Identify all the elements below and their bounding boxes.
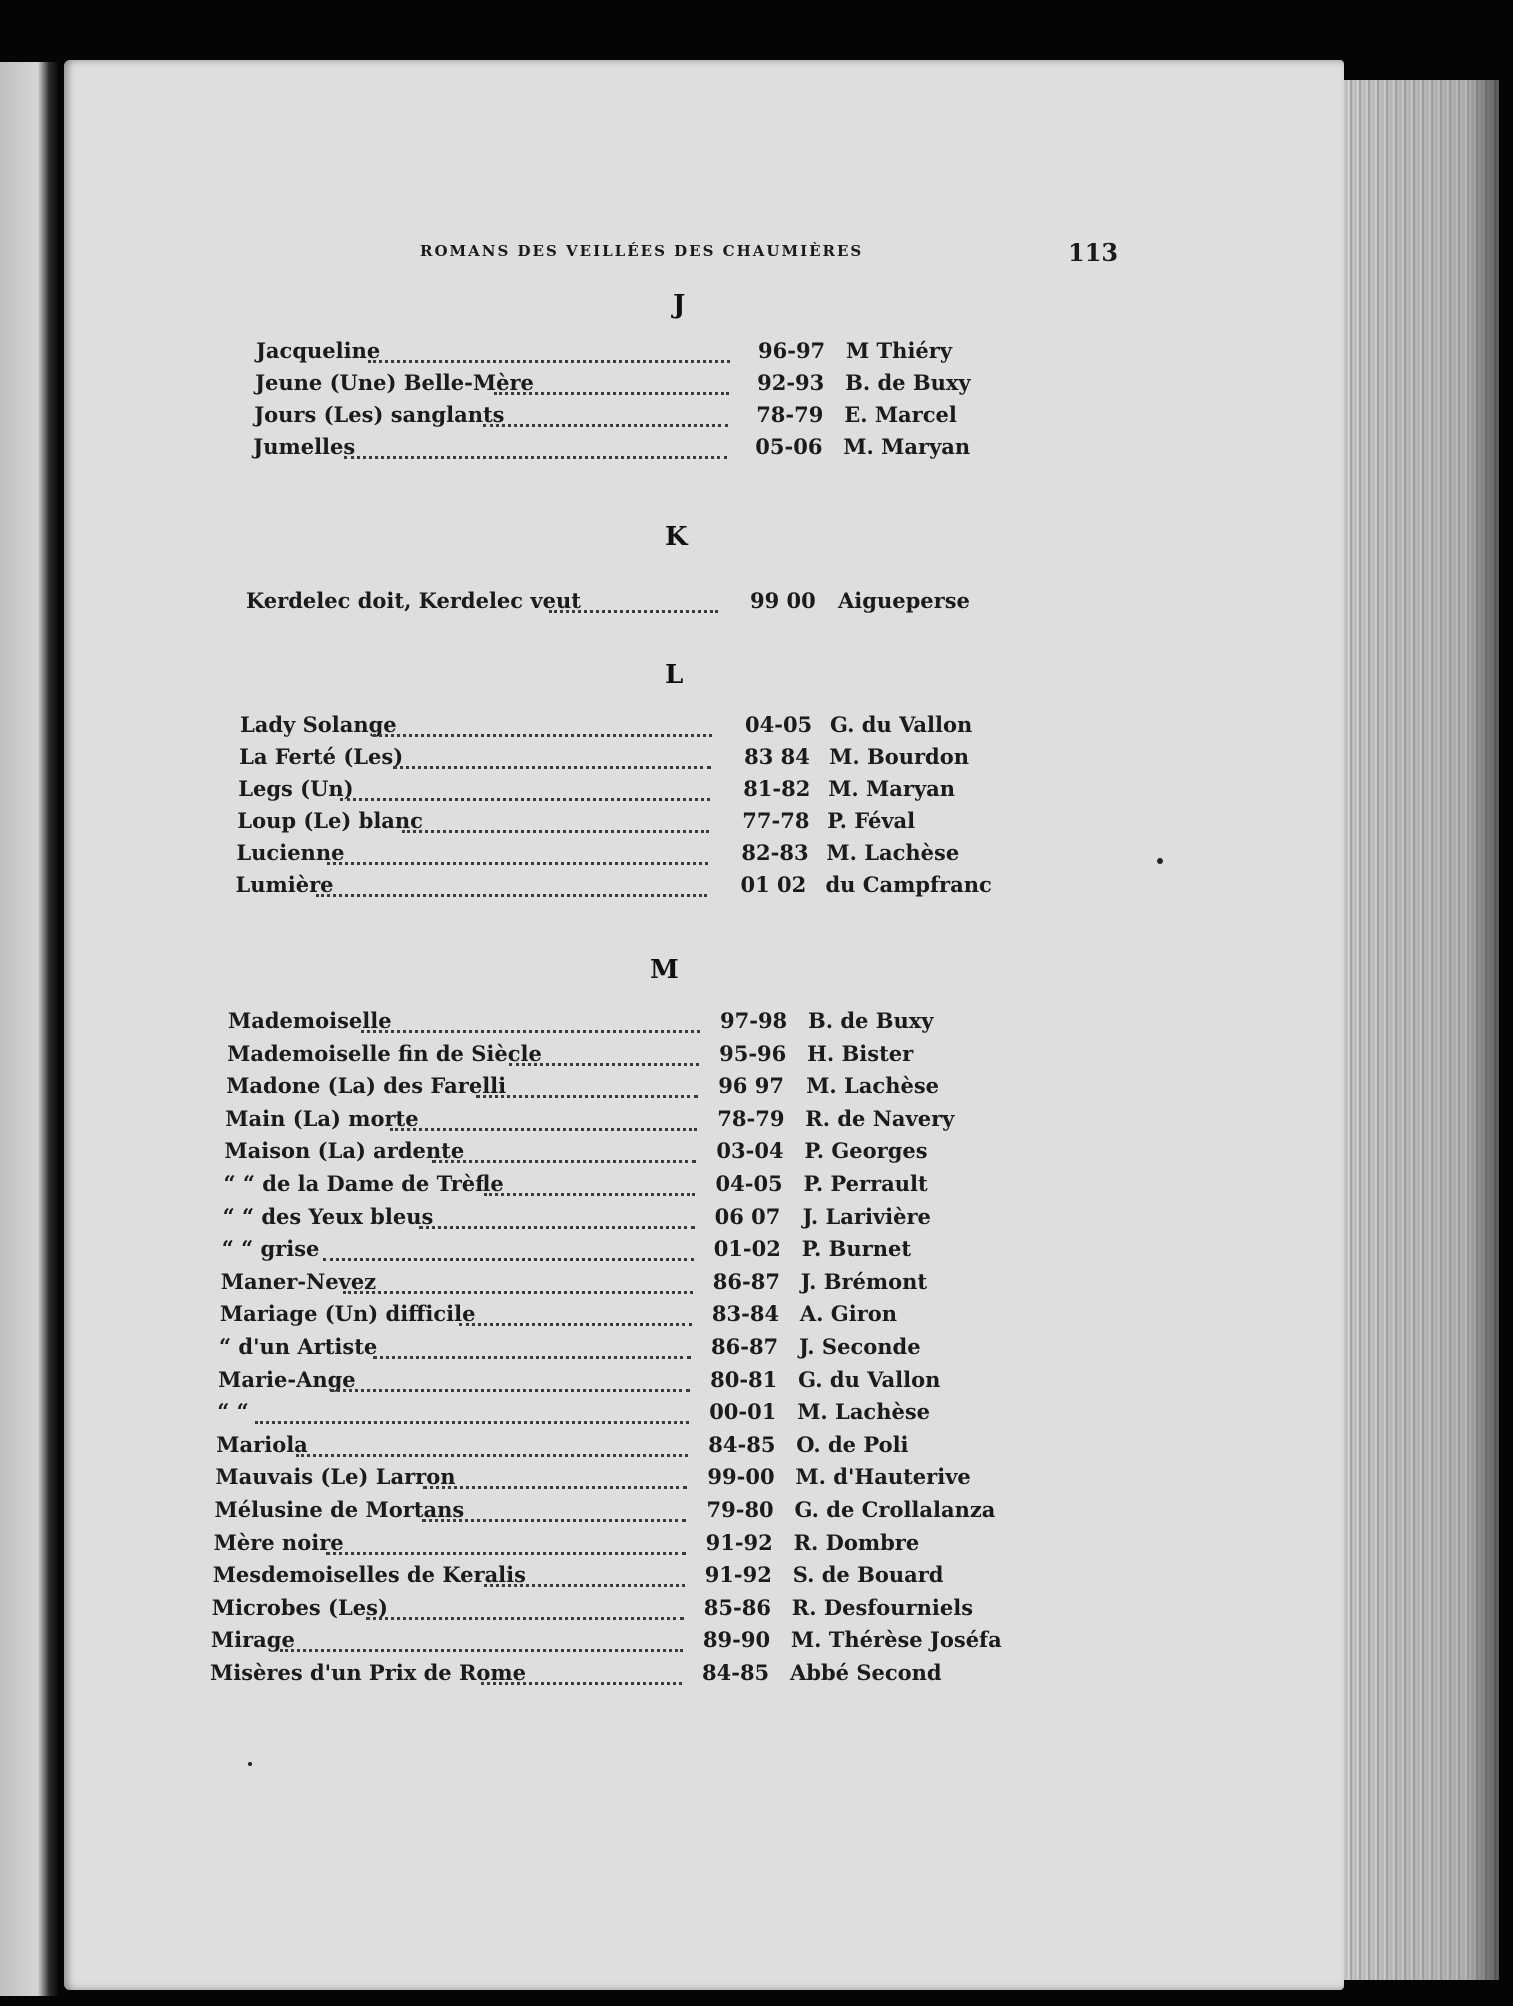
entry-title: Mademoiselle <box>228 1008 392 1033</box>
entry-author: R. Desfourniels <box>791 1594 974 1620</box>
dot-leader <box>494 370 729 395</box>
entry-title: Misères d'un Prix de Rome <box>210 1660 526 1685</box>
entry-years: 81-82 <box>743 776 811 801</box>
entry-author: M. Lachèse <box>797 1399 931 1425</box>
dot-leader <box>422 1497 687 1522</box>
index-entry <box>218 1367 1058 1397</box>
page-number: 113 <box>1068 238 1119 267</box>
index-entry <box>256 338 1106 368</box>
entry-title: “ d'un Artiste <box>219 1334 378 1359</box>
entry-years: 01 02 <box>740 872 807 897</box>
entry-title: Kerdelec doit, Kerdelec veut <box>246 588 581 613</box>
entry-author: J. Larivière <box>802 1203 931 1229</box>
entry-author: J. Brémont <box>800 1268 928 1294</box>
index-entry <box>255 370 1105 400</box>
index-entry <box>237 808 1087 838</box>
entry-author: H. Bister <box>807 1040 914 1066</box>
entry-title: Mélusine de Mortans <box>214 1497 465 1522</box>
dot-leader <box>419 1204 694 1229</box>
entry-title: “ “ de la Dame de Trèfle <box>223 1171 504 1196</box>
dot-leader <box>361 1008 700 1033</box>
index-entry <box>240 712 1090 742</box>
index-entry <box>215 1464 1055 1494</box>
entry-author: B. de Buxy <box>845 370 971 395</box>
index-entry <box>228 1008 1068 1038</box>
entry-author: M. Thérèse Joséfa <box>790 1627 1002 1653</box>
dot-leader <box>549 588 718 613</box>
entry-years: 96 97 <box>718 1073 784 1099</box>
index-entry <box>225 1106 1065 1136</box>
entry-author: O. de Poli <box>796 1431 909 1457</box>
dot-leader <box>344 434 727 459</box>
entry-years: 84-85 <box>708 1431 776 1457</box>
entry-years: 84-85 <box>702 1660 770 1685</box>
entry-author: M. d'Hauterive <box>795 1464 971 1490</box>
entry-author: du Campfranc <box>825 872 992 897</box>
index-entry <box>227 1041 1067 1071</box>
dot-leader <box>459 1301 692 1326</box>
dot-leader <box>509 1041 699 1066</box>
dot-leader <box>323 1236 694 1261</box>
entry-years: 04-05 <box>715 1171 783 1196</box>
dot-leader <box>280 1627 682 1652</box>
dot-leader <box>423 1464 688 1489</box>
dot-leader <box>476 1073 698 1098</box>
entry-years: 99 00 <box>750 588 816 613</box>
entry-author: P. Perrault <box>803 1171 928 1196</box>
facing-page-edge <box>0 62 58 1996</box>
entry-title: Lucienne <box>236 840 345 865</box>
dot-leader <box>368 338 730 363</box>
entry-title: La Ferté (Les) <box>239 744 404 769</box>
entry-title: Jumelles <box>253 434 356 459</box>
dot-leader <box>343 1269 692 1294</box>
dot-leader <box>296 1432 688 1457</box>
entry-years: 80-81 <box>710 1366 778 1392</box>
index-entry <box>215 1497 1055 1527</box>
entry-author: Abbé Second <box>790 1660 942 1685</box>
entry-title: Jeune (Une) Belle-Mère <box>255 370 534 395</box>
running-title: ROMANS DES VEILLÉES DES CHAUMIÈRES <box>420 242 864 260</box>
section-letter-k: K <box>665 522 688 552</box>
entry-author: P. Georges <box>804 1138 928 1164</box>
index-entry <box>211 1627 1051 1657</box>
entry-years: 86-87 <box>711 1334 779 1359</box>
index-entry <box>239 744 1089 774</box>
entry-title: Maison (La) ardente <box>224 1138 465 1164</box>
entry-title: “ “ grise <box>221 1236 320 1262</box>
entry-years: 82-83 <box>741 840 809 865</box>
index-entry <box>224 1171 1064 1201</box>
section-letter-l: L <box>665 660 684 690</box>
index-entry <box>213 1562 1053 1592</box>
dot-leader <box>327 840 708 865</box>
entry-years: 91-92 <box>705 1529 773 1555</box>
entry-title: Mariage (Un) difficile <box>219 1301 476 1327</box>
index-entry <box>212 1595 1052 1625</box>
index-entry <box>253 434 1103 464</box>
index-entry <box>224 1138 1064 1168</box>
print-speck <box>248 1762 252 1766</box>
dot-leader <box>326 1530 686 1555</box>
entry-title: Jours (Les) sanglants <box>254 402 505 427</box>
index-entry <box>238 776 1088 806</box>
entry-title: Microbes (Les) <box>211 1594 388 1620</box>
section-letter-m: M <box>650 955 679 985</box>
entry-author: B. de Buxy <box>808 1008 934 1033</box>
entry-author: M. Maryan <box>828 776 956 801</box>
entry-title: “ “ des Yeux bleus <box>222 1203 434 1229</box>
dot-leader <box>390 1106 697 1131</box>
entry-author: P. Burnet <box>801 1236 912 1262</box>
section-letter-j: J <box>673 290 686 320</box>
entry-author: R. de Navery <box>805 1105 955 1131</box>
entry-title: Mariola <box>216 1431 308 1457</box>
entry-title: Loup (Le) blanc <box>237 808 423 833</box>
index-entry <box>214 1530 1054 1560</box>
index-entry <box>223 1204 1063 1234</box>
entry-years: 91-92 <box>704 1562 772 1588</box>
entry-author: S. de Bouard <box>792 1562 944 1588</box>
dot-leader <box>330 1367 690 1392</box>
index-entry <box>210 1660 1050 1690</box>
entry-author: M Thiéry <box>846 338 953 363</box>
dot-leader <box>432 1138 697 1163</box>
entry-author: R. Dombre <box>793 1529 920 1555</box>
dot-leader <box>402 808 709 833</box>
entry-years: 05-06 <box>755 434 823 459</box>
entry-title: Mauvais (Le) Larron <box>215 1464 456 1490</box>
index-entry <box>216 1432 1056 1462</box>
index-entry <box>246 588 1098 618</box>
print-speck <box>1157 858 1163 864</box>
entry-years: 03-04 <box>716 1138 784 1164</box>
entry-years: 06 07 <box>714 1203 781 1229</box>
entry-years: 89-90 <box>702 1627 771 1653</box>
entry-years: 85-86 <box>703 1594 771 1620</box>
entry-title: Jacqueline <box>256 338 381 363</box>
entry-years: 97-98 <box>720 1008 788 1033</box>
entry-title: Mirage <box>210 1627 295 1653</box>
dot-leader <box>373 1334 691 1359</box>
entry-author: M. Lachèse <box>806 1073 940 1099</box>
page-fore-edge <box>1344 80 1499 1980</box>
entry-title: Legs (Un) <box>238 776 354 801</box>
entry-title: “ “ <box>217 1399 249 1425</box>
entry-title: Mère noire <box>213 1529 344 1555</box>
entry-title: Main (La) morte <box>225 1105 419 1131</box>
index-entry <box>254 402 1104 432</box>
dot-leader <box>255 1399 689 1424</box>
index-entry <box>236 872 1086 902</box>
entry-years: 01-02 <box>713 1236 781 1262</box>
dot-leader <box>484 1171 696 1196</box>
dot-leader <box>393 744 711 769</box>
entry-years: 95-96 <box>719 1040 787 1066</box>
entry-years: 83 84 <box>744 744 810 769</box>
entry-years: 78-79 <box>717 1105 785 1131</box>
entry-title: Mesdemoiselles de Keralis <box>212 1562 526 1588</box>
entry-years: 00-01 <box>709 1399 777 1425</box>
index-entry <box>226 1073 1066 1103</box>
entry-author: Aigueperse <box>838 588 970 613</box>
dot-leader <box>316 872 708 897</box>
index-entry <box>222 1236 1062 1266</box>
dot-leader <box>484 1562 685 1587</box>
entry-title: Madone (La) des Farelli <box>226 1073 507 1099</box>
dot-leader <box>340 776 711 801</box>
entry-author: A. Giron <box>799 1301 898 1327</box>
entry-author: M. Bourdon <box>829 744 970 769</box>
entry-years: 92-93 <box>757 370 825 395</box>
entry-author: E. Marcel <box>844 402 957 427</box>
entry-title: Lady Solange <box>240 712 397 737</box>
index-entry <box>220 1301 1060 1331</box>
entry-title: Maner-Nevez <box>220 1268 377 1294</box>
entry-years: 86-87 <box>712 1268 780 1294</box>
entry-author: J. Seconde <box>799 1334 921 1359</box>
dot-leader <box>481 1660 682 1685</box>
entry-title: Lumière <box>235 872 334 897</box>
entry-author: G. de Crollalanza <box>794 1497 996 1522</box>
index-entry <box>221 1269 1061 1299</box>
dot-leader <box>483 402 728 427</box>
index-entry <box>217 1399 1057 1429</box>
entry-years: 77-78 <box>742 808 810 833</box>
entry-years: 04-05 <box>745 712 813 737</box>
index-entry <box>219 1334 1059 1364</box>
entry-title: Mademoiselle fin de Siècle <box>227 1040 542 1066</box>
entry-years: 79-80 <box>706 1497 774 1522</box>
entry-title: Marie-Ange <box>218 1366 356 1392</box>
dot-leader <box>373 712 712 737</box>
entry-author: G. du Vallon <box>798 1366 941 1392</box>
entry-years: 96-97 <box>758 338 826 363</box>
entry-author: M. Lachèse <box>826 840 960 865</box>
entry-author: M. Maryan <box>843 434 971 459</box>
dot-leader <box>366 1595 684 1620</box>
entry-years: 83-84 <box>711 1301 780 1327</box>
entry-years: 99-00 <box>707 1464 775 1490</box>
entry-years: 78-79 <box>756 402 824 427</box>
entry-author: P. Féval <box>827 808 916 833</box>
index-entry <box>236 840 1086 870</box>
entry-author: G. du Vallon <box>830 712 973 737</box>
